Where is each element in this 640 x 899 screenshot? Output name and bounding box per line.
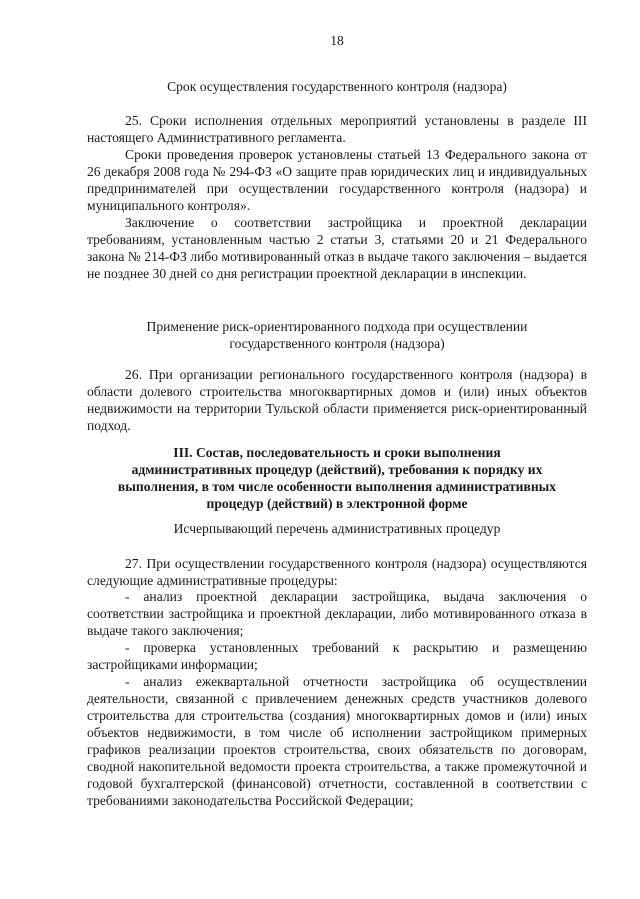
paragraph-conclusion-terms: Заключение о соответствии застройщика и проектной декларации требованиям, установленным частью 2 статьи 3, статьями 20 и 21 Федерального закона № 214-ФЗ либо мотивированный отказ в выдаче такого заключения – выдается не позднее 30 дней со дня регистрации проектной декларации в инспекции. <box>87 215 587 281</box>
chapter-title-line3: выполнения, в том числе особенности выполнения административных <box>117 479 557 494</box>
paragraph-26: 26. При организации регионального государственного контроля (надзора) в области долевого строительства многоквартирных домов и (или) иных объектов недвижимости на территории Тульской области применяется риск-ориентированный подход. <box>87 367 587 433</box>
procedure-item-3: - анализ ежеквартальной отчетности застройщика об осуществлении деятельности, связанной с привлечением денежных средств участников долевого строительства для строительства (создания) многоквартирных домов и (или) иных объектов недвижимости, в том числе об исполнении застройщиком примерных графиков реализации проектов строительства, своих обязательств по договорам, сводной накопительной ведомости проекта строительства, а также промежуточной и годовой бухгалтерской (финансовой) отчетности, составленной в соответствии с требованиями законодательства Российской Федерации; <box>87 674 587 808</box>
section-heading-risk-approach <box>87 318 587 352</box>
paragraph-inspection-terms: Сроки проведения проверок установлены статьей 13 Федерального закона от 26 декабря 2008 года № 294-ФЗ «О защите прав юридических лиц и индивидуальных предпринимателей при осуществлении государственного контроля (надзора) и муниципального контроля». <box>87 147 587 213</box>
procedure-item-2: - проверка установленных требований к раскрытию и размещению застройщиками информации; <box>87 640 587 672</box>
chapter-title-line1: III. Состав, последовательность и сроки выполнения <box>173 445 501 460</box>
chapter-title-iii <box>87 444 587 512</box>
chapter-title-line4: процедур (действий) в электронной форме <box>206 496 468 511</box>
chapter-title-line2: административных процедур (действий), требования к порядку их <box>131 462 543 477</box>
page-number: 18 <box>330 33 344 48</box>
paragraph-27: 27. При осуществлении государственного контроля (надзора) осуществляются следующие административные процедуры: <box>87 556 587 588</box>
paragraph-25: 25. Сроки исполнения отдельных мероприятий установлены в разделе III настоящего Административного регламента. <box>87 113 587 145</box>
section-heading-risk-approach-line2: государственного контроля (надзора) <box>229 336 445 351</box>
subheading-procedures-list: Исчерпывающий перечень административных процедур <box>173 521 501 536</box>
section-heading-control-period: Срок осуществления государственного контроля (надзора) <box>167 79 507 94</box>
section-heading-risk-approach-line1: Применение риск-ориентированного подхода при осуществлении <box>146 319 528 334</box>
procedure-item-1: - анализ проектной декларации застройщика, выдача заключения о соответствии застройщика и проектной декларации, либо мотивированного отказа в выдаче такого заключения; <box>87 589 587 638</box>
